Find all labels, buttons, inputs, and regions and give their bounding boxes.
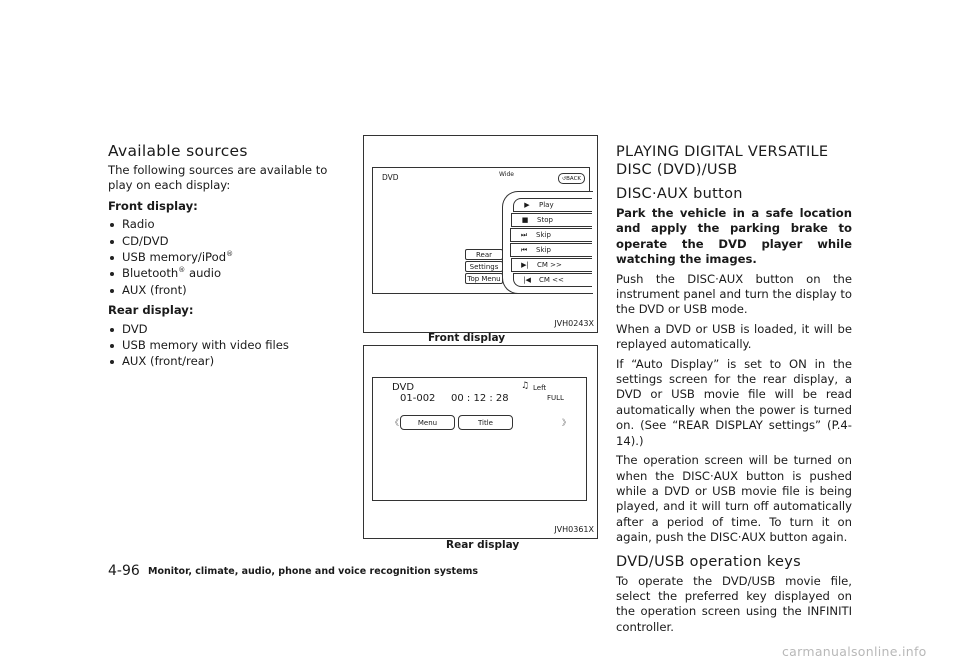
cm-back-button[interactable]: |◀ CM << [513,273,592,287]
audio-side-label: Left [533,384,547,392]
cm-back-icon: |◀ [523,276,531,284]
control-panel [502,191,593,294]
headphone-icon: ♫ [521,381,530,391]
aspect-label: FULL [547,394,564,402]
page-number: 4-96 [108,563,140,579]
left-column [108,142,352,370]
rear-display-list [108,322,352,370]
back-button[interactable]: ↺ BACK [558,173,585,184]
section-heading: PLAYING DIGITAL VERSATILE DISC (DVD)/USB [616,144,829,178]
figure-code: JVH0243X [554,319,594,328]
paragraph: Push the DISC·AUX button on the instrument panel and turn the display to the DVD or USB mode. [616,271,852,317]
list-item: AUX (front) [108,283,352,298]
operation-keys-heading: DVD/USB operation keys [616,553,802,570]
top-menu-button[interactable]: Top Menu [465,273,503,284]
skip-back-button[interactable]: ⏮ Skip [510,243,592,257]
menu-button[interactable]: Menu [400,415,455,430]
list-item: Radio [108,217,352,232]
list-item: CD/DVD [108,234,352,249]
prev-icon[interactable]: 《 [391,418,399,427]
paragraph: If “Auto Display” is set to ON in the settings screen for the rear display, a DVD or USB movie file will be read automatically when the power is turned on. (See “REAR DISPLAY settings” (P.4-14).) [616,356,852,448]
rear-display-label: Rear display: [108,303,194,318]
list-item: DVD [108,322,352,337]
watermark: carmanualsonline.info [782,644,927,659]
skip-forward-icon: ⏭ [520,230,528,239]
next-icon[interactable]: 》 [562,418,570,427]
cm-forward-icon: ▶| [521,261,529,269]
list-item: USB memory/iPod® [108,250,352,265]
intro-text: The following sources are available to play on each display: [108,163,328,193]
front-display-figure [363,135,598,333]
stop-button[interactable]: ■ Stop [511,213,592,227]
list-item: Bluetooth® audio [108,266,352,281]
skip-forward-button[interactable]: ⏭ Skip [510,228,592,242]
skip-back-icon: ⏮ [520,245,528,254]
front-display-caption: Front display [428,332,506,344]
paragraph: The operation screen will be turned on when the DISC·AUX button is pushed while a DVD or USB movie file is being played, and it will turn off automatically after a period of time. To turn it on again, push the DISC·AUX button again. [616,453,852,545]
settings-button[interactable]: Settings [465,261,503,272]
rear-screen [372,377,587,501]
front-display-list [108,217,352,298]
list-item: AUX (front/rear) [108,354,352,369]
play-button[interactable]: ▶ Play [513,198,592,212]
title-button[interactable]: Title [458,415,513,430]
source-label: DVD [382,173,399,182]
play-icon: ▶ [524,201,530,209]
source-label: DVD [392,382,415,393]
rear-display-caption: Rear display [446,539,520,551]
mode-label: Wide [499,171,514,178]
available-sources-heading: Available sources [108,142,248,160]
back-icon: ↺ [561,175,567,182]
stop-icon: ■ [521,216,529,224]
paragraph: When a DVD or USB is loaded, it will be replayed automatically. [616,321,852,352]
right-column [616,143,852,635]
chapter-title: Monitor, climate, audio, phone and voice recognition systems [148,566,479,577]
front-display-label: Front display: [108,198,198,213]
time-label: 00 : 12 : 28 [451,393,509,404]
paragraph: To operate the DVD/USB movie file, select the preferred key displayed on the operation screen using the INFINITI controller. [616,573,852,634]
figure-code: JVH0361X [554,525,594,534]
disc-aux-heading: DISC·AUX button [616,186,743,202]
front-screen [372,167,590,294]
chapter-label: 01-002 [400,393,436,404]
rear-button[interactable]: Rear [465,249,503,260]
warning-text: Park the vehicle in a safe location and apply the parking brake to operate the DVD player while watching the images. [616,206,852,267]
rear-display-figure [363,345,598,539]
cm-forward-button[interactable]: ▶| CM >> [511,258,592,272]
list-item: USB memory with video files [108,338,352,353]
